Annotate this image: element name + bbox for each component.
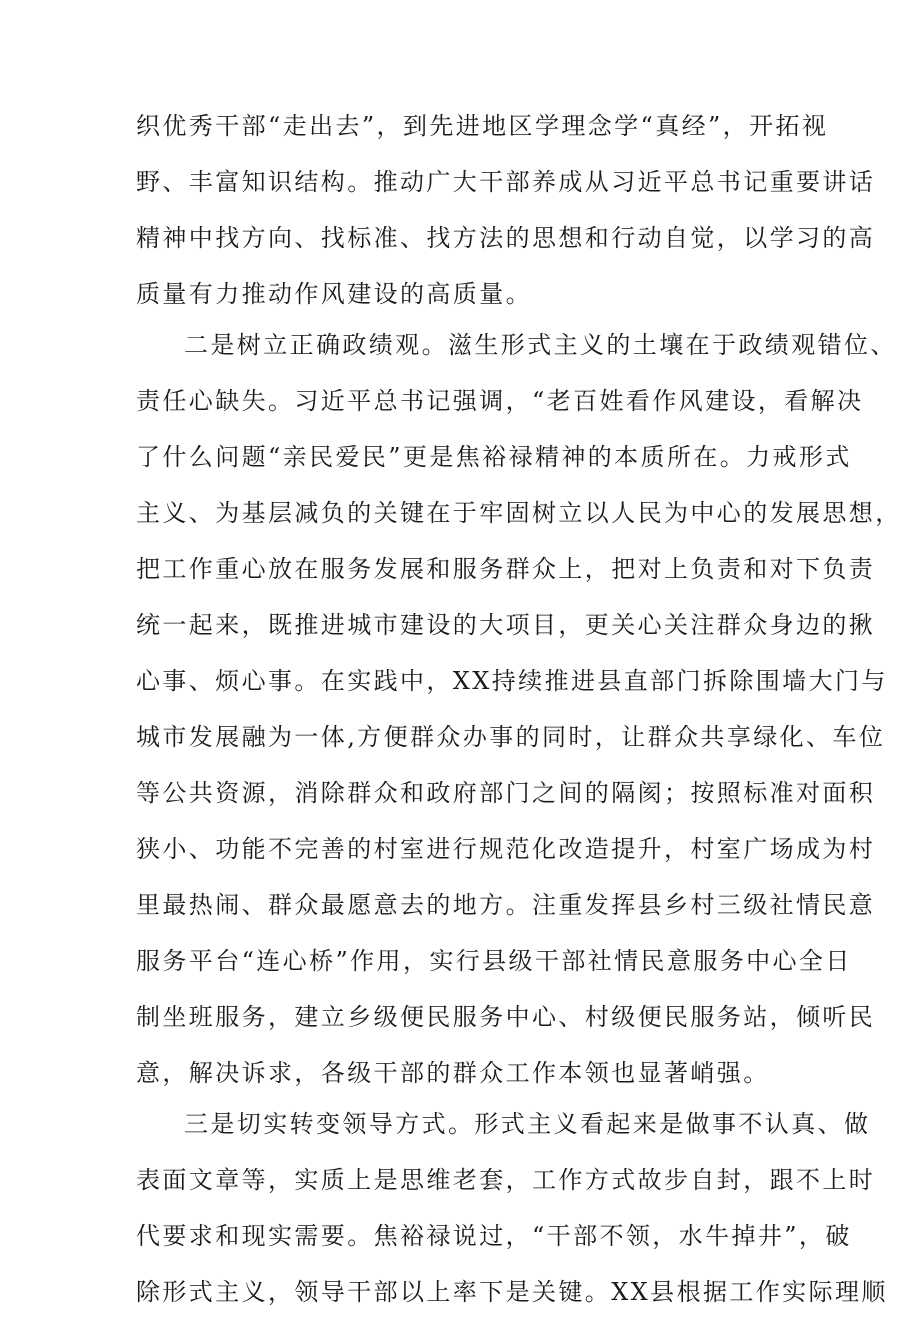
- text-line: 织优秀干部“走出去”，到先进地区学理念学“真经”，开拓视: [136, 112, 829, 140]
- text-line: 里最热闹、群众最愿意去的地方。注重发挥县乡村三级社情民意: [136, 891, 876, 919]
- paragraph-start-line: 三是切实转变领导方式。形式主义看起来是做事不认真、做: [184, 1110, 871, 1138]
- text-line: 代要求和现实需要。焦裕禄说过，“干部不领，水牛掉井”，破: [136, 1222, 852, 1250]
- paragraph-start-line: 二是树立正确政绩观。滋生形式主义的土壤在于政绩观错位、: [184, 331, 897, 359]
- text-line: 意，解决诉求，各级干部的群众工作本领也显著峭强。: [136, 1059, 770, 1087]
- text-line: 主义、为基层减负的关键在于牢固树立以人民为中心的发展思想，: [136, 499, 902, 527]
- text-line: 等公共资源，消除群众和政府部门之间的隔阂；按照标准对面积: [136, 779, 876, 807]
- text-line: 了什么问题“亲民爱民”更是焦裕禄精神的本质所在。力戒形式: [136, 443, 852, 471]
- text-line: 把工作重心放在服务发展和服务群众上，把对上负责和对下负责: [136, 555, 876, 583]
- text-line: 表面文章等，实质上是思维老套，工作方式故步自封，跟不上时: [136, 1166, 876, 1194]
- text-line: 质量有力推动作风建设的高质量。: [136, 280, 532, 308]
- text-line: 制坐班服务，建立乡级便民服务中心、村级便民服务站，倾听民: [136, 1003, 876, 1031]
- text-line: 服务平台“连心桥”作用，实行县级干部社情民意服务中心全日: [136, 947, 852, 975]
- text-line: 心事、烦心事。在实践中，XX持续推进县直部门拆除围墙大门与: [136, 667, 888, 695]
- text-line: 责任心缺失。习近平总书记强调，“老百姓看作风建设，看解决: [136, 387, 864, 415]
- text-line: 除形式主义，领导干部以上率下是关键。XX县根据工作实际理顺: [136, 1278, 888, 1306]
- text-line: 精神中找方向、找标准、找方法的思想和行动自觉，以学习的高: [136, 224, 876, 252]
- text-line: 野、丰富知识结构。推动广大干部养成从习近平总书记重要讲话: [136, 168, 876, 196]
- text-line: 统一起来，既推进城市建设的大项目，更关心关注群众身边的揪: [136, 611, 876, 639]
- text-line: 狭小、功能不完善的村室进行规范化改造提升，村室广场成为村: [136, 835, 876, 863]
- text-line: 城市发展融为一体,方便群众办事的同时，让群众共享绿化、车位: [136, 723, 886, 751]
